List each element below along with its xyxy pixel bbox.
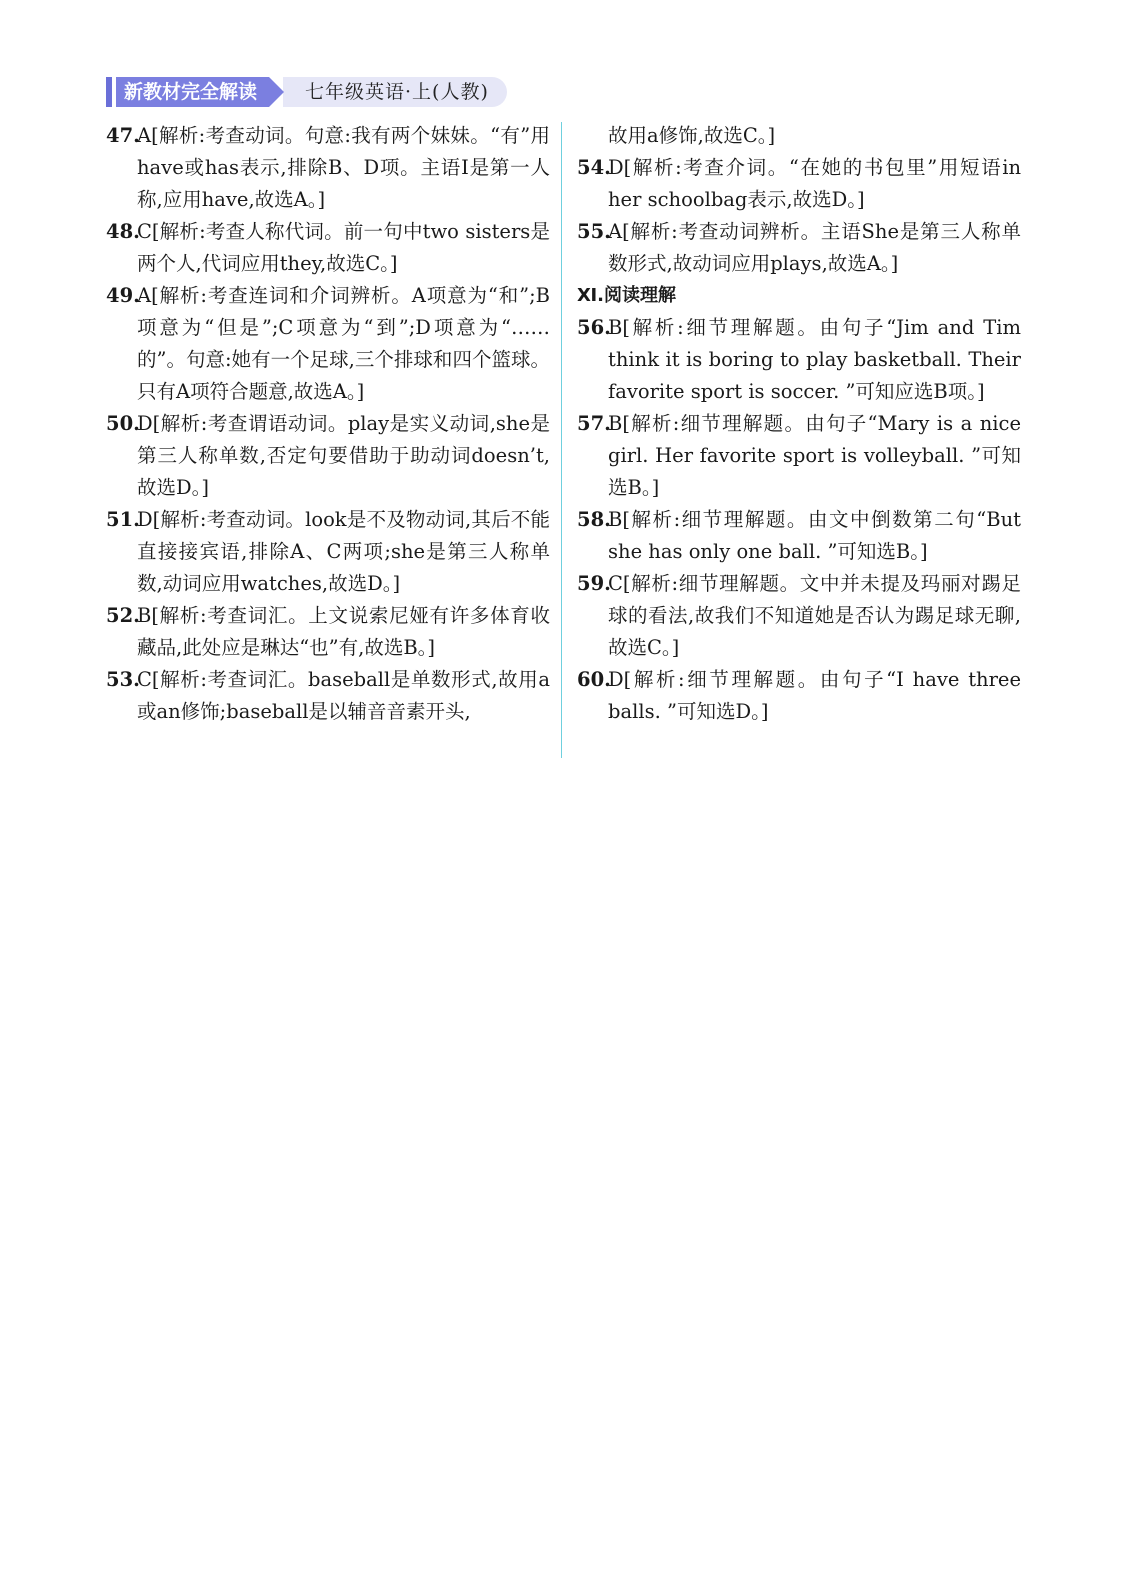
- item-text: A[解析:考查连词和介词辨析。A项意为“和”;B项意为“但是”;C项意为“到”;D项意为“……的”。句意:她有一个足球,三个排球和四个篮球。只有A项符合题意,故选A。]: [137, 284, 550, 403]
- item-number: 52.: [106, 604, 140, 627]
- answer-item-55: [577, 216, 1021, 280]
- series-title: 新教材完全解读: [116, 77, 269, 107]
- left-column: [106, 120, 550, 728]
- answer-item-52: [106, 600, 550, 664]
- answer-item-56: [577, 312, 1021, 408]
- item-text: A[解析:考查动词辨析。主语She是第三人称单数形式,故动词应用plays,故选A。]: [608, 220, 1021, 275]
- item-text: C[解析:考查词汇。baseball是单数形式,故用a或an修饰;baseball是以辅音音素开头,: [137, 668, 550, 723]
- item-number: 60.: [577, 668, 611, 691]
- answer-item-59: [577, 568, 1021, 664]
- item-text: A[解析:考查动词。句意:我有两个妹妹。“有”用have或has表示,排除B、D项。主语I是第一人称,应用have,故选A。]: [137, 124, 550, 211]
- item-text: C[解析:细节理解题。文中并未提及玛丽对踢足球的看法,故我们不知道她是否认为踢足球无聊,故选C。]: [608, 572, 1021, 659]
- right-column: [577, 120, 1021, 728]
- answer-item-54: [577, 152, 1021, 216]
- item-number: 55.: [577, 220, 611, 243]
- item-number: 58.: [577, 508, 611, 531]
- answer-item-58: [577, 504, 1021, 568]
- item-number: 54.: [577, 156, 611, 179]
- answer-item-49: [106, 280, 550, 408]
- answer-item-53: [106, 664, 550, 728]
- item-number: 56.: [577, 316, 611, 339]
- item-number: 51.: [106, 508, 140, 531]
- answer-item-51: [106, 504, 550, 600]
- answer-item-60: [577, 664, 1021, 728]
- book-title: 七年级英语·上(人教): [283, 77, 507, 107]
- item-text: B[解析:细节理解题。由句子“Jim and Tim think it is boring to play basketball. Their favorite sport is soccer. ”可知应选B项。]: [608, 316, 1021, 403]
- answer-item-47: [106, 120, 550, 216]
- item-text: C[解析:考查人称代词。前一句中two sisters是两个人,代词应用they,故选C。]: [137, 220, 550, 275]
- item-number: 53.: [106, 668, 140, 691]
- item-number: 47.: [106, 124, 140, 147]
- item-number: 50.: [106, 412, 140, 435]
- header-accent-bar: [106, 77, 112, 107]
- item-text: B[解析:细节理解题。由文中倒数第二句“But she has only one ball. ”可知选B。]: [608, 508, 1021, 563]
- item-number: 59.: [577, 572, 611, 595]
- item-text: D[解析:考查介词。“在她的书包里”用短语in her schoolbag表示,故选D。]: [608, 156, 1021, 211]
- answer-item-53-continuation: 故用a修饰,故选C。]: [608, 124, 776, 147]
- item-text: D[解析:细节理解题。由句子“I have three balls. ”可知选D。]: [608, 668, 1021, 723]
- item-number: 49.: [106, 284, 140, 307]
- item-text: B[解析:细节理解题。由句子“Mary is a nice girl. Her favorite sport is volleyball. ”可知选B。]: [608, 412, 1021, 499]
- answer-item-50: [106, 408, 550, 504]
- answer-item-48: [106, 216, 550, 280]
- item-number: 57.: [577, 412, 611, 435]
- item-text: B[解析:考查词汇。上文说索尼娅有许多体育收藏品,此处应是琳达“也”有,故选B。]: [137, 604, 550, 659]
- page-header: [106, 77, 507, 107]
- item-text: D[解析:考查谓语动词。play是实义动词,she是第三人称单数,否定句要借助于助动词doesn’t,故选D。]: [137, 412, 550, 499]
- column-divider: [561, 122, 562, 758]
- section-title: Ⅺ.阅读理解: [577, 285, 676, 306]
- answer-item-57: [577, 408, 1021, 504]
- item-text: D[解析:考查动词。look是不及物动词,其后不能直接接宾语,排除A、C两项;she是第三人称单数,动词应用watches,故选D。]: [137, 508, 550, 595]
- item-number: 48.: [106, 220, 140, 243]
